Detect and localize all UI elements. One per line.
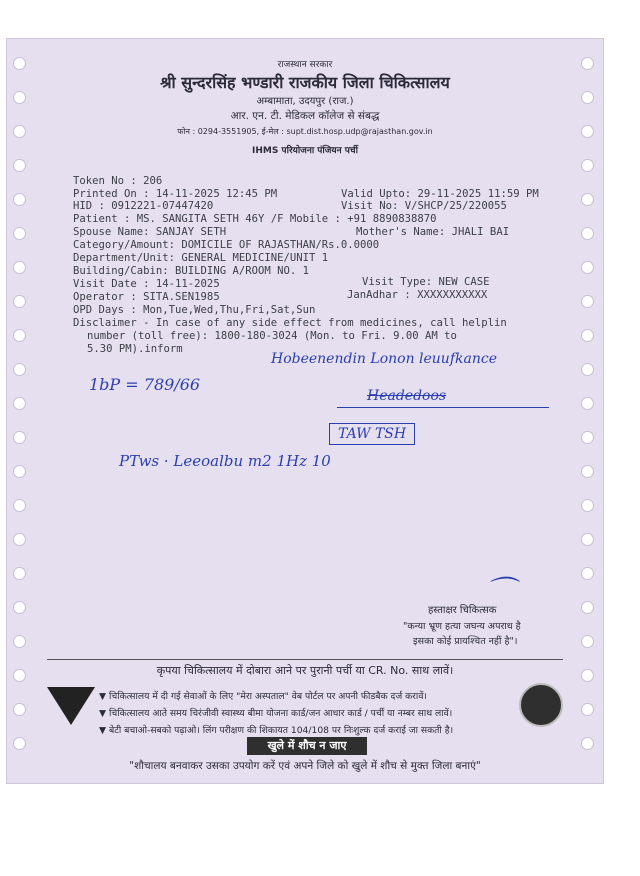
operator: Operator : SITA.SEN1985 xyxy=(73,291,220,303)
feed-hole xyxy=(13,159,26,172)
hid: HID : 0912221-07447420 xyxy=(73,200,214,212)
building-cabin: Building/Cabin: BUILDING A/ROOM NO. 1 xyxy=(73,265,309,277)
visit-type: Visit Type: NEW CASE xyxy=(362,276,490,288)
valid-upto: Valid Upto: 29-11-2025 11:59 PM xyxy=(341,188,539,200)
feed-hole xyxy=(13,261,26,274)
feed-hole xyxy=(581,533,594,546)
feed-hole xyxy=(13,465,26,478)
handwritten-diagnosis: Hobeenendin Lonon leuufkance xyxy=(271,351,497,367)
handwritten-bp: 1bP = 789/66 xyxy=(89,375,201,394)
feed-hole xyxy=(13,635,26,648)
visit-number: Visit No: V/SHCP/25/220055 xyxy=(341,200,507,212)
feedback-text: चिकित्सालय में दी गई सेवाओं के लिए "मेरा अस्पताल" वेब पोर्टल पर अपनी फीडबैक दर्ज करावें। xyxy=(109,691,427,702)
feed-hole xyxy=(13,431,26,444)
category-amount: Category/Amount: DOMICILE OF RAJASTHAN/Rs.0.0000 xyxy=(73,239,380,251)
feed-hole xyxy=(581,703,594,716)
footer-divider xyxy=(47,659,563,660)
disclaimer-line-2: number (toll free): 1800-180-3024 (Mon. to Fri. 9.00 AM to xyxy=(87,330,457,342)
handwritten-prescription: PTws · Leeoalbu m2 1Hz 10 xyxy=(119,452,331,470)
card-text: चिकित्सालय आते समय चिरंजीवी स्वास्थ्य बीमा योजना कार्ड/जन आधार कार्ड / पर्ची या नम्बर साथ लावें। xyxy=(109,708,453,719)
feed-hole xyxy=(13,601,26,614)
feed-hole xyxy=(581,499,594,512)
spouse-name: Spouse Name: SANJAY SETH xyxy=(73,226,227,238)
feed-hole xyxy=(581,329,594,342)
beti-bachao-emblem xyxy=(47,687,95,725)
feed-hole xyxy=(581,737,594,750)
printed-on: Printed On : 14-11-2025 12:45 PM xyxy=(73,188,278,200)
feed-hole xyxy=(13,295,26,308)
feed-hole xyxy=(13,397,26,410)
feed-hole xyxy=(581,465,594,478)
feed-hole xyxy=(13,737,26,750)
handwritten-complaint: Headedoos xyxy=(367,388,447,404)
contact-line: फोन : 0294-3551905, ई-मेल : supt.dist.hosp.udp@rajasthan.gov.in xyxy=(177,127,433,136)
sanitation-slogan: "शौचालय बनवाकर उसका उपयोग करें एवं अपने जिले को खुले में शौच से मुक्त जिला बनाएं" xyxy=(129,760,481,772)
feed-hole xyxy=(581,227,594,240)
beti-bullet: ▼ बेटी बचाओ-सबको पढ़ाओ। लिंग परीक्षण की शिकायत 104/108 पर निःशुल्क दर्ज कराई जा सकती है। xyxy=(99,725,454,736)
govt-label: राजस्थान सरकार xyxy=(277,60,333,70)
card-bullet: ▼ चिकित्सालय आते समय चिरंजीवी स्वास्थ्य बीमा योजना कार्ड/जन आधार कार्ड / पर्ची या नम्बर साथ लावें। xyxy=(99,708,453,719)
handwritten-boxed-test: TAW TSH xyxy=(329,423,415,445)
janadhar: JanAdhar : XXXXXXXXXXX xyxy=(347,289,488,301)
doctor-signature-mark: ⌒ xyxy=(485,575,515,610)
registration-slip xyxy=(6,38,604,784)
token-number: Token No : 206 xyxy=(73,175,163,187)
feed-hole xyxy=(13,227,26,240)
quote-line-1: "कन्या भ्रूण हत्या जघन्य अपराध है xyxy=(403,621,521,632)
hospital-location: अम्बामाता, उदयपुर (राज.) xyxy=(256,96,354,107)
feed-hole xyxy=(581,261,594,274)
feed-hole xyxy=(581,567,594,580)
sanitation-banner-text: खुले में शौच न जाए xyxy=(267,739,347,752)
feed-hole xyxy=(581,193,594,206)
cleanliness-emblem xyxy=(519,683,563,727)
beti-text: बेटी बचाओ-सबको पढ़ाओ। लिंग परीक्षण की शिकायत 104/108 पर निःशुल्क दर्ज कराई जा सकती है। xyxy=(109,725,454,736)
feed-hole xyxy=(581,397,594,410)
feed-hole xyxy=(13,533,26,546)
reminder-text: कृपया चिकित्सालय में दोबारा आने पर पुरानी पर्ची या CR. No. साथ लावें। xyxy=(156,664,454,677)
form-title: IHMS परियोजना पंजियन पर्ची xyxy=(252,146,358,156)
quote-line-2: इसका कोई प्रायश्चित नहीं है"। xyxy=(413,636,518,647)
feed-hole xyxy=(581,295,594,308)
feed-hole xyxy=(13,703,26,716)
feed-hole xyxy=(13,567,26,580)
handwritten-underline xyxy=(337,407,549,408)
feed-hole xyxy=(13,363,26,376)
opd-days: OPD Days : Mon,Tue,Wed,Thu,Fri,Sat,Sun xyxy=(73,304,316,316)
mother-name: Mother's Name: JHALI BAI xyxy=(356,226,510,238)
college-affiliation: आर. एन. टी. मेडिकल कॉलेज से संबद्ध xyxy=(230,110,380,122)
feed-hole xyxy=(13,193,26,206)
feedback-bullet: ▼ चिकित्सालय में दी गई सेवाओं के लिए "मेरा अस्पताल" वेब पोर्टल पर अपनी फीडबैक दर्ज करावें। xyxy=(99,691,427,702)
department-unit: Department/Unit: GENERAL MEDICINE/UNIT 1 xyxy=(73,252,329,264)
feed-hole xyxy=(581,159,594,172)
disclaimer-line-3: 5.30 PM).inform xyxy=(87,343,183,355)
visit-date: Visit Date : 14-11-2025 xyxy=(73,278,220,290)
signature-label: हस्ताक्षर चिकित्सक xyxy=(428,605,497,616)
patient-details: Patient : MS. SANGITA SETH 46Y /F Mobile : +91 8890838870 xyxy=(73,213,437,225)
feed-hole xyxy=(581,635,594,648)
feed-hole xyxy=(13,499,26,512)
sanitation-banner xyxy=(247,737,367,755)
feed-hole xyxy=(581,363,594,376)
feed-hole xyxy=(581,431,594,444)
feed-hole xyxy=(581,601,594,614)
disclaimer-line-1: Disclaimer - In case of any side effect from medicines, call helplin xyxy=(73,317,507,329)
feed-hole xyxy=(13,329,26,342)
hospital-name: श्री सुन्दरसिंह भण्डारी राजकीय जिला चिकित्सालय xyxy=(160,73,450,92)
